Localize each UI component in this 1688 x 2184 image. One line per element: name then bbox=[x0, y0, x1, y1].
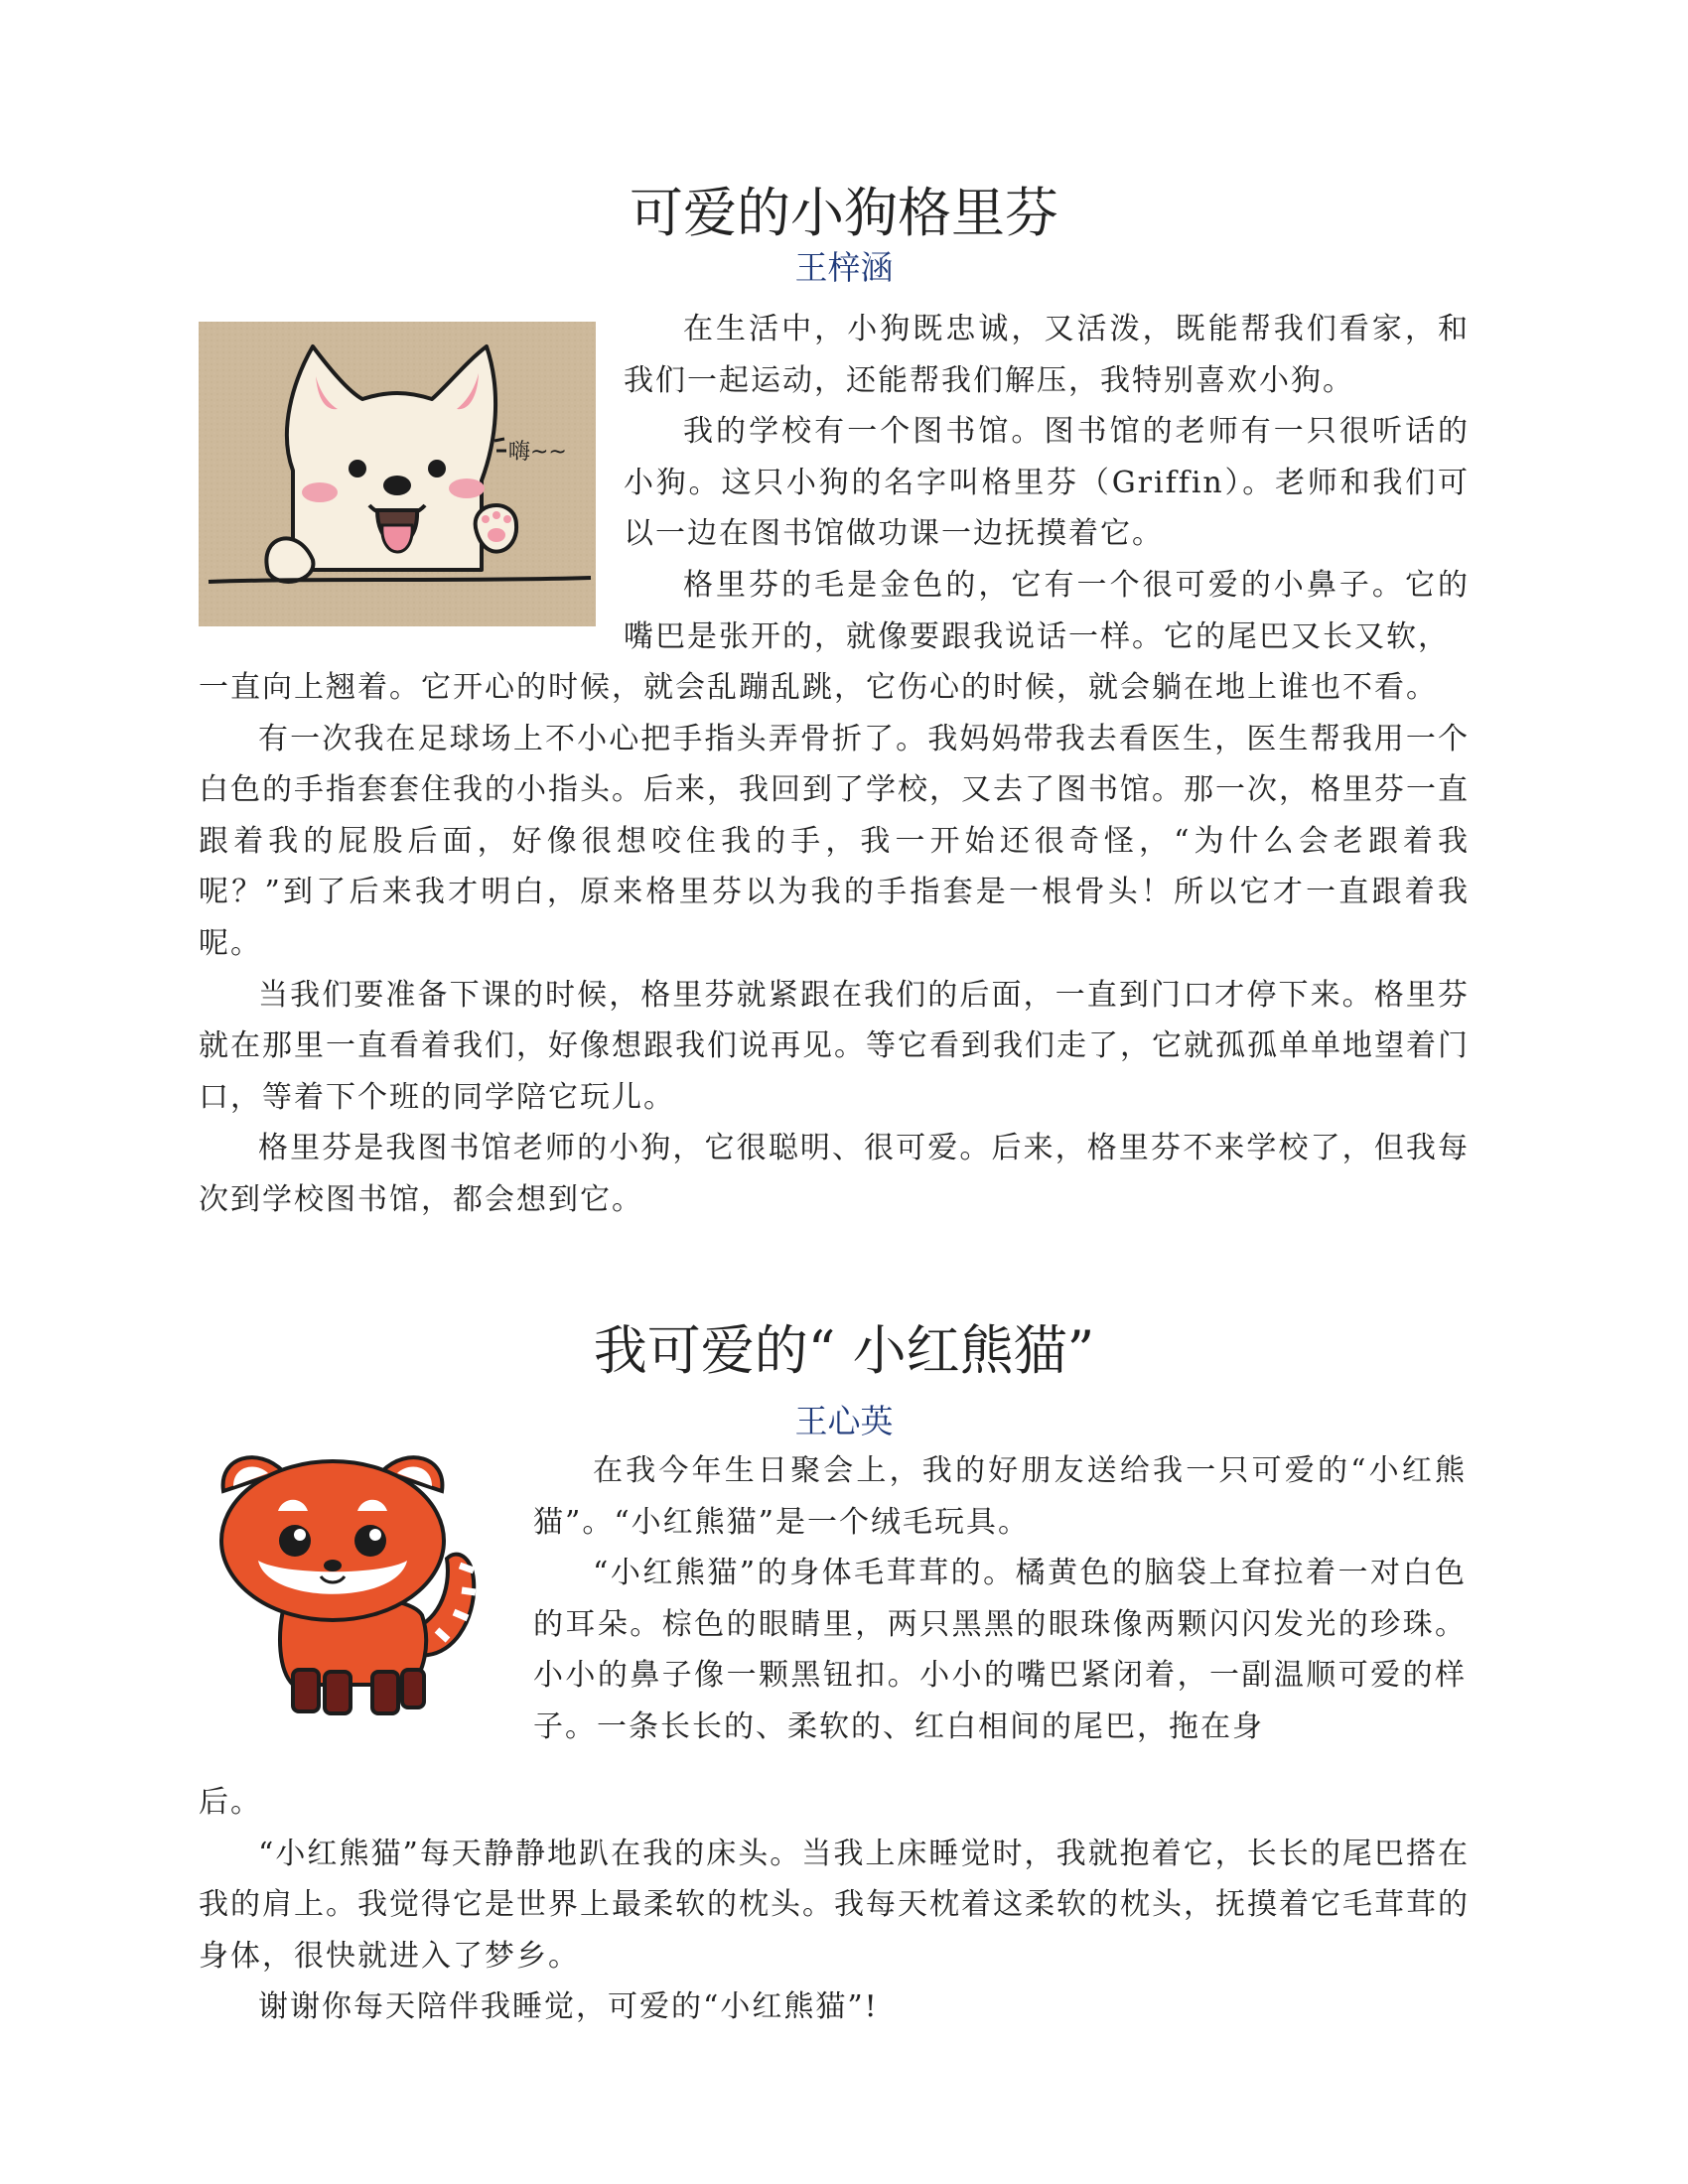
story2-paragraph-1: 在我今年生日聚会上，我的好朋友送给我一只可爱的“小红熊猫”。“小红熊猫”是一个绒毛玩具。 bbox=[533, 1453, 1467, 1540]
story1-author: 王梓涵 bbox=[794, 248, 894, 287]
story1-paragraph-6: 格里芬是我图书馆老师的小狗，它很聪明、很可爱。后来，格里芬不来学校了，但我每次到学校图书馆，都会想到它。 bbox=[199, 1131, 1470, 1217]
story2-paragraph-2-cont: 后。 bbox=[199, 1785, 262, 1820]
story1-paragraph-1: 在生活中，小狗既忠诚，又活泼，既能帮我们看家，和我们一起运动，还能帮我们解压，我特别喜欢小狗。 bbox=[624, 312, 1470, 398]
story2-title: 我可爱的“ 小红熊猫” bbox=[593, 1319, 1095, 1382]
story1-title: 可爱的小狗格里芬 bbox=[630, 182, 1058, 244]
story1-paragraph-2: 我的学校有一个图书馆。图书馆的老师有一只很听话的小狗。这只小狗的名字叫格里芬（Griffin）。老师和我们可以一边在图书馆做功课一边抚摸着它。 bbox=[624, 414, 1470, 552]
story1-wrap-text bbox=[624, 304, 1470, 662]
story2-wrap-text bbox=[533, 1445, 1467, 1753]
story2-paragraph-4: 谢谢你每天陪伴我睡觉，可爱的“小红熊猫”! bbox=[258, 1989, 879, 2025]
dog-greeting: 嗨~~ bbox=[508, 440, 567, 465]
story2-paragraph-3: “小红熊猫”每天静静地趴在我的床头。当我上床睡觉时，我就抱着它，长长的尾巴搭在我的肩上。我觉得它是世界上最柔软的枕头。我每天枕着这柔软的枕头，抚摸着它毛茸茸的身体，很快就进入了梦乡。 bbox=[199, 1836, 1470, 1974]
story2-body-text bbox=[199, 1777, 1470, 2033]
story2-paragraph-2: “小红熊猫”的身体毛茸茸的。橘黄色的脑袋上耷拉着一对白色的耳朵。棕色的眼睛里，两只黑黑的眼珠像两颗闪闪发光的珍珠。小小的鼻子像一颗黑钮扣。小小的嘴巴紧闭着，一副温顺可爱的样子。一条长长的、柔软的、红白相间的尾巴，拖在身 bbox=[533, 1556, 1467, 1744]
story1-paragraph-3-cont: 一直向上翘着。它开心的时候，就会乱蹦乱跳，它伤心的时候，就会躺在地上谁也不看。 bbox=[199, 670, 1438, 705]
story1-body-text bbox=[199, 662, 1470, 1226]
red-panda-illustration bbox=[213, 1441, 511, 1729]
story1-paragraph-3: 格里芬的毛是金色的，它有一个很可爱的小鼻子。它的嘴巴是张开的，就像要跟我说话一样。它的尾巴又长又软， bbox=[624, 567, 1470, 654]
dog-illustration bbox=[199, 322, 596, 626]
dog-icon bbox=[199, 322, 596, 626]
story1-paragraph-4: 有一次我在足球场上不小心把手指头弄骨折了。我妈妈带我去看医生，医生帮我用一个白色的手指套套住我的小指头。后来，我回到了学校，又去了图书馆。那一次，格里芬一直跟着我的屁股后面，好像很想咬住我的手，我一开始还很奇怪，“为什么会老跟着我呢？”到了后来我才明白，原来格里芬以为我的手指套是一根骨头！所以它才一直跟着我呢。 bbox=[199, 721, 1470, 961]
story2-author: 王心英 bbox=[794, 1402, 894, 1440]
red-panda-icon bbox=[213, 1441, 511, 1729]
story1-paragraph-5: 当我们要准备下课的时候，格里芬就紧跟在我们的后面，一直到门口才停下来。格里芬就在那里一直看着我们，好像想跟我们说再见。等它看到我们走了，它就孤孤单单地望着门口，等着下个班的同学陪它玩儿。 bbox=[199, 977, 1470, 1115]
